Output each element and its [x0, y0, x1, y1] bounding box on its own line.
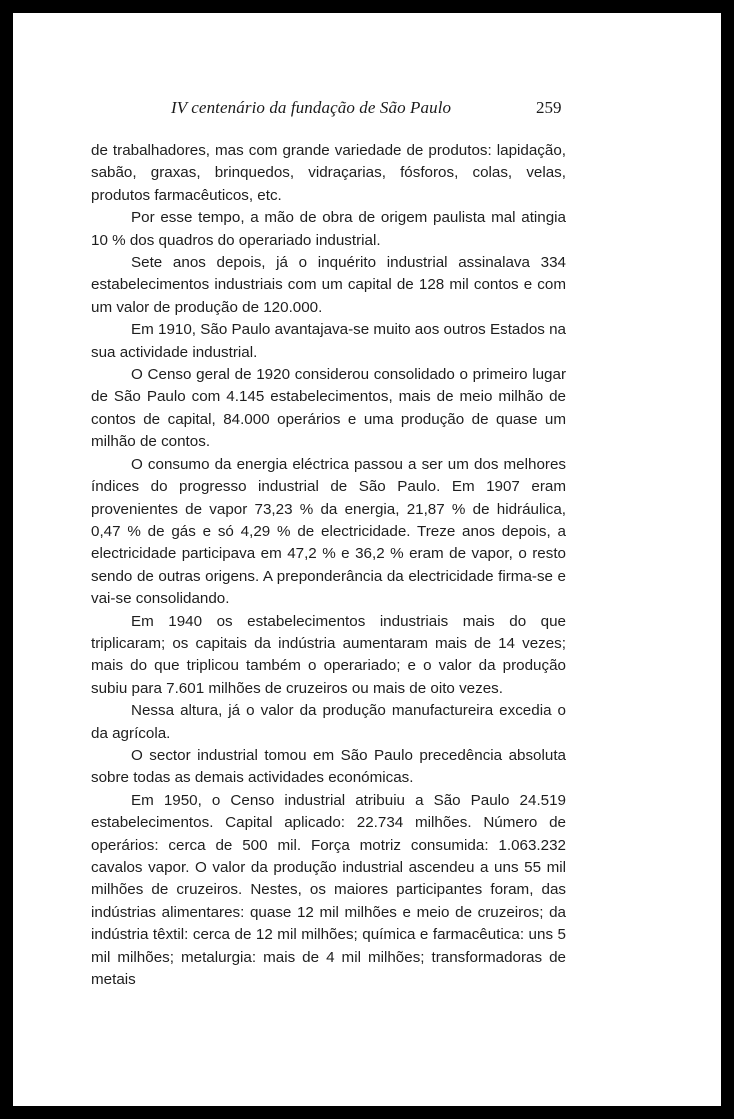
running-head [13, 98, 721, 124]
paragraph: Por esse tempo, a mão de obra de origem paulista mal atingia 10 % dos quadros do operariado industrial. [91, 209, 566, 249]
page-number: 259 [536, 98, 562, 117]
paragraph: Em 1940 os estabelecimentos industriais mais do que triplicaram; os capitais da indústria aumentaram mais de 14 vezes; mais do que triplicou também o operariado; e o valor da produção subiu para 7.601 milhões de cruzeiros ou mais de oito vezes. [91, 612, 566, 697]
paragraph: O consumo da energia eléctrica passou a ser um dos melhores índices do progresso industrial de São Paulo. Em 1907 eram provenientes de vapor 73,23 % da energia, 21,87 % de hidráulica, 0,47 % de gás e só 4,29 % de electricidade. Treze anos depois, a electricidade participava em 47,2 % e 36,2 % eram de vapor, o resto sendo de outras origens. A preponderância da electricidade firma-se e vai-se consolidando. [91, 455, 566, 608]
paragraph: O Censo geral de 1920 considerou consolidado o primeiro lugar de São Paulo com 4.145 estabelecimentos, mais de meio milhão de contos de capital, 84.000 operários e uma produção de quase um milhão de contos. [91, 366, 566, 451]
book-page [13, 13, 721, 1106]
paragraph: O sector industrial tomou em São Paulo precedência absoluta sobre todas as demais actividades económicas. [91, 746, 566, 787]
paragraph: Nessa altura, já o valor da produção manufactureira excedia o da agrícola. [91, 702, 566, 742]
paragraph: de trabalhadores, mas com grande variedade de produtos: lapidação, sabão, graxas, brinquedos, vidraçarias, fósforos, colas, velas, produtos farmacêuticos, etc. [91, 142, 566, 204]
paragraph: Sete anos depois, já o inquérito industrial assinalava 334 estabelecimentos industriais com um capital de 128 mil contos e com um valor de produção de 120.000. [91, 254, 566, 316]
running-title: IV centenário da fundação de São Paulo [171, 98, 452, 117]
body-text [91, 140, 566, 991]
paragraph: Em 1950, o Censo industrial atribuiu a São Paulo 24.519 estabelecimentos. Capital aplicado: 22.734 milhões. Número de operários: cerca de 500 mil. Força motriz consumida: 1.063.232 cavalos vapor. O valor da produção industrial ascendeu a uns 55 mil milhões de cruzeiros. Nestes, os maiores participantes foram, das indústrias alimentares: quase 12 mil milhões e meio de cruzeiros; da indústria têxtil: cerca de 12 mil milhões; química e farmacêutica: uns 5 mil milhões; metalurgia: mais de 4 mil milhões; transformadoras de metais [91, 791, 566, 989]
paragraph: Em 1910, São Paulo avantajava-se muito aos outros Estados na sua actividade industrial. [91, 321, 566, 361]
